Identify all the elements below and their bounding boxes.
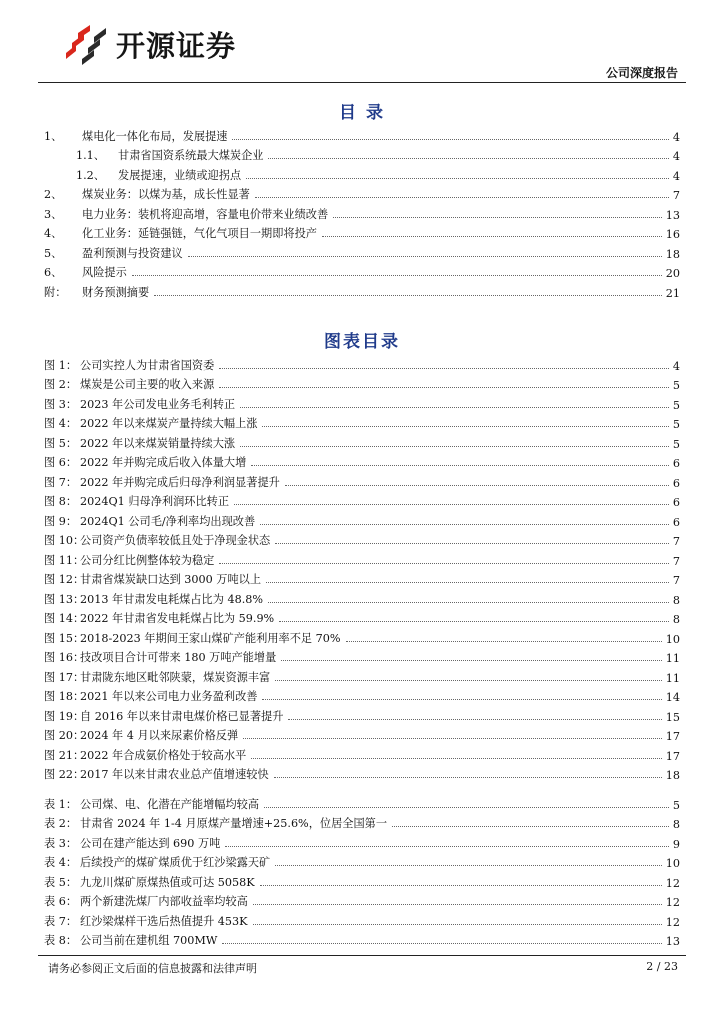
entry-page: 5	[672, 418, 680, 431]
header-divider	[38, 82, 686, 83]
entry-label: 公司资产负债率较低且处于净现金状态	[80, 534, 271, 547]
entry-number: 图 4：	[44, 417, 78, 430]
entry-page: 20	[665, 267, 680, 280]
entry-label: 2021 年以来公司电力业务盈利改善	[80, 690, 258, 703]
entry-page: 9	[672, 837, 680, 851]
figure-list	[44, 353, 680, 782]
entry-label: 后续投产的煤矿煤质优于红沙梁露天矿	[80, 856, 271, 869]
entry-label: 公司煤、电、化潜在产能增幅均较高	[80, 797, 260, 811]
entry-page: 7	[672, 554, 680, 568]
figure-entry[interactable]	[44, 529, 680, 549]
entry-page: 18	[665, 247, 680, 261]
figure-entry[interactable]	[44, 685, 680, 705]
entry-page: 17	[665, 749, 680, 763]
page-number: 2 / 23	[646, 960, 678, 973]
figure-entry[interactable]	[44, 373, 680, 393]
figure-entry[interactable]	[44, 431, 680, 451]
entry-page: 15	[665, 710, 680, 724]
entry-page: 16	[665, 228, 680, 241]
table-entry[interactable]	[44, 890, 680, 910]
entry-number: 图 16：	[44, 651, 85, 664]
figure-entry[interactable]	[44, 490, 680, 510]
document-type-label: 公司深度报告	[605, 66, 678, 80]
entry-page: 5	[672, 379, 680, 392]
entry-page: 10	[665, 857, 680, 870]
entry-label: 技改项目合计可带来 180 万吨产能增量	[80, 651, 277, 664]
toc-entry[interactable]	[44, 241, 680, 261]
entry-number: 图 5：	[44, 436, 78, 450]
table-entry[interactable]	[44, 909, 680, 929]
entry-page: 5	[672, 437, 680, 451]
toc-entry[interactable]	[44, 183, 680, 203]
entry-number: 图 11：	[44, 553, 85, 567]
entry-label: 甘肃省煤炭缺口达到 3000 万吨以上	[80, 573, 262, 586]
entry-label: 自 2016 年以来甘肃电煤价格已显著提升	[80, 709, 284, 723]
entry-number: 表 7：	[44, 914, 78, 928]
entry-number: 图 10：	[44, 534, 85, 547]
entry-number: 3、	[44, 207, 63, 221]
logo-text: 开源证券	[116, 28, 237, 63]
entry-number: 图 13：	[44, 592, 85, 606]
toc-title: 目 录	[339, 103, 385, 123]
entry-page: 4	[672, 130, 680, 144]
entry-label: 红沙梁煤样干选后热值提升 453K	[80, 914, 248, 928]
entry-page: 7	[672, 574, 680, 587]
entry-label: 2022 年甘肃省发电耗煤占比为 59.9%	[80, 612, 275, 625]
figure-entry[interactable]	[44, 646, 680, 666]
entry-label: 2022 年以来煤炭销量持续大涨	[80, 436, 236, 450]
entry-label: 2023 年公司发电业务毛利转正	[80, 397, 236, 411]
entry-page: 13	[665, 208, 680, 222]
figure-entry[interactable]	[44, 763, 680, 783]
table-list	[44, 792, 680, 948]
toc-entry[interactable]	[44, 261, 680, 281]
figure-entry[interactable]	[44, 724, 680, 744]
entry-page: 5	[672, 398, 680, 412]
entry-label: 煤电化一体化布局，发展提速	[82, 129, 228, 143]
footer-divider	[38, 955, 686, 956]
toc-entry[interactable]	[44, 124, 680, 144]
entry-label: 2017 年以来甘肃农业总产值增速较快	[80, 768, 269, 781]
entry-label: 2024 年 4 月以来尿素价格反弹	[80, 729, 239, 742]
entry-number: 图 20：	[44, 729, 85, 742]
entry-number: 附：	[44, 285, 67, 299]
table-entry[interactable]	[44, 870, 680, 890]
entry-page: 7	[672, 535, 680, 548]
entry-number: 图 19：	[44, 709, 85, 723]
entry-number: 图 17：	[44, 670, 85, 684]
figure-entry[interactable]	[44, 470, 680, 490]
entry-label: 财务预测摘要	[82, 285, 150, 299]
entry-label: 2022 年以来煤炭产量持续大幅上涨	[80, 417, 258, 430]
entry-number: 图 9：	[44, 514, 78, 528]
figure-list-title: 图表目录	[324, 332, 400, 352]
figure-entry[interactable]	[44, 568, 680, 588]
entry-page: 13	[665, 935, 680, 948]
entry-page: 4	[672, 359, 680, 373]
toc-entry[interactable]	[44, 202, 680, 222]
figure-entry[interactable]	[44, 509, 680, 529]
entry-number: 6、	[44, 266, 63, 279]
entry-page: 11	[665, 652, 680, 665]
entry-label: 2018-2023 年期间王家山煤矿产能利用率不足 70%	[80, 631, 341, 645]
entry-label: 甘肃陇东地区毗邻陕蒙，煤炭资源丰富	[80, 670, 271, 684]
entry-number: 表 1：	[44, 797, 78, 811]
table-entry[interactable]	[44, 851, 680, 871]
entry-page: 17	[665, 730, 680, 743]
entry-page: 6	[672, 515, 680, 529]
figure-entry[interactable]	[44, 743, 680, 763]
entry-label: 两个新建洗煤厂内部收益率均较高	[80, 895, 248, 908]
entry-page: 8	[672, 613, 680, 626]
entry-label: 公司在建产能达到 690 万吨	[80, 836, 221, 850]
toc-entry[interactable]	[44, 280, 680, 300]
company-logo	[64, 22, 236, 66]
figure-entry[interactable]	[44, 626, 680, 646]
entry-number: 图 1：	[44, 358, 78, 372]
entry-label: 九龙川煤矿原煤热值或可达 5058K	[80, 875, 255, 889]
entry-label: 风险提示	[82, 266, 127, 279]
entry-page: 18	[665, 769, 680, 782]
footer-disclaimer: 请务必参阅正文后面的信息披露和法律声明	[48, 962, 257, 975]
entry-label: 电力业务：装机将迎高增，容量电价带来业绩改善	[82, 207, 329, 221]
toc-entry[interactable]	[44, 144, 680, 164]
entry-label: 2024Q1 公司毛/净利率均出现改善	[80, 514, 256, 528]
entry-page: 12	[665, 876, 680, 890]
toc-entry[interactable]	[44, 163, 680, 183]
figure-entry[interactable]	[44, 587, 680, 607]
entry-number: 图 7：	[44, 475, 78, 489]
entry-page: 5	[672, 798, 680, 812]
figure-entry[interactable]	[44, 607, 680, 627]
entry-number: 4、	[44, 227, 63, 240]
entry-number: 图 22：	[44, 768, 85, 781]
entry-number: 表 3：	[44, 836, 78, 850]
figure-entry[interactable]	[44, 353, 680, 373]
figure-entry[interactable]	[44, 392, 680, 412]
figure-entry[interactable]	[44, 704, 680, 724]
entry-label: 发展提速，业绩或迎拐点	[118, 168, 242, 182]
entry-page: 6	[672, 476, 680, 490]
table-entry[interactable]	[44, 929, 680, 949]
entry-label: 甘肃省 2024 年 1-4 月原煤产量增速+25.6%，位居全国第一	[80, 817, 388, 830]
entry-label: 盈利预测与投资建议	[82, 246, 183, 260]
entry-page: 8	[672, 818, 680, 831]
entry-label: 甘肃省国资系统最大煤炭企业	[118, 149, 264, 162]
entry-label: 煤炭业务：以煤为基，成长性显著	[82, 188, 250, 201]
entry-page: 21	[665, 286, 680, 300]
entry-label: 公司实控人为甘肃省国资委	[80, 358, 215, 372]
entry-label: 2022 年合成氨价格处于较高水平	[80, 748, 247, 762]
entry-page: 8	[672, 593, 680, 607]
figure-entry[interactable]	[44, 548, 680, 568]
entry-number: 图 3：	[44, 397, 78, 411]
entry-number: 图 6：	[44, 456, 78, 469]
figure-entry[interactable]	[44, 665, 680, 685]
entry-label: 煤炭是公司主要的收入来源	[80, 378, 215, 391]
entry-number: 1.1、	[76, 149, 105, 162]
entry-number: 图 18：	[44, 690, 85, 703]
table-entry[interactable]	[44, 792, 680, 812]
entry-label: 2024Q1 归母净利润环比转正	[80, 495, 230, 508]
entry-page: 11	[665, 671, 680, 685]
toc-entry[interactable]	[44, 222, 680, 242]
entry-page: 6	[672, 496, 680, 509]
table-entry[interactable]	[44, 812, 680, 832]
entry-label: 2022 年并购完成后归母净利润显著提升	[80, 475, 280, 489]
entry-page: 10	[665, 632, 680, 646]
entry-label: 公司分红比例整体较为稳定	[80, 553, 215, 567]
entry-label: 2022 年并购完成后收入体量大增	[80, 456, 247, 469]
entry-page: 4	[672, 169, 680, 183]
entry-number: 图 21：	[44, 748, 85, 762]
entry-page: 4	[672, 150, 680, 163]
entry-page: 14	[665, 691, 680, 704]
entry-number: 表 6：	[44, 895, 78, 908]
entry-page: 7	[672, 189, 680, 202]
entry-number: 表 4：	[44, 856, 78, 869]
entry-number: 2、	[44, 188, 63, 201]
entry-label: 公司当前在建机组 700MW	[80, 934, 218, 947]
entry-number: 图 14：	[44, 612, 85, 625]
kaiyuan-securities-logo-icon	[64, 23, 110, 65]
entry-number: 图 2：	[44, 378, 78, 391]
entry-number: 表 8：	[44, 934, 78, 947]
entry-number: 表 2：	[44, 817, 78, 830]
entry-number: 图 15：	[44, 631, 85, 645]
table-entry[interactable]	[44, 831, 680, 851]
entry-number: 1、	[44, 129, 63, 143]
entry-number: 图 8：	[44, 495, 78, 508]
entry-number: 图 12：	[44, 573, 85, 586]
entry-label: 化工业务：延链强链，气化气项目一期即将投产	[82, 227, 317, 240]
entry-number: 5、	[44, 246, 63, 260]
entry-page: 12	[665, 915, 680, 929]
entry-page: 12	[665, 896, 680, 909]
entry-label: 2013 年甘肃发电耗煤占比为 48.8%	[80, 592, 263, 606]
figure-entry[interactable]	[44, 412, 680, 432]
entry-number: 1.2、	[76, 168, 105, 182]
entry-page: 6	[672, 457, 680, 470]
entry-number: 表 5：	[44, 875, 78, 889]
figure-entry[interactable]	[44, 451, 680, 471]
toc-list	[44, 124, 680, 300]
